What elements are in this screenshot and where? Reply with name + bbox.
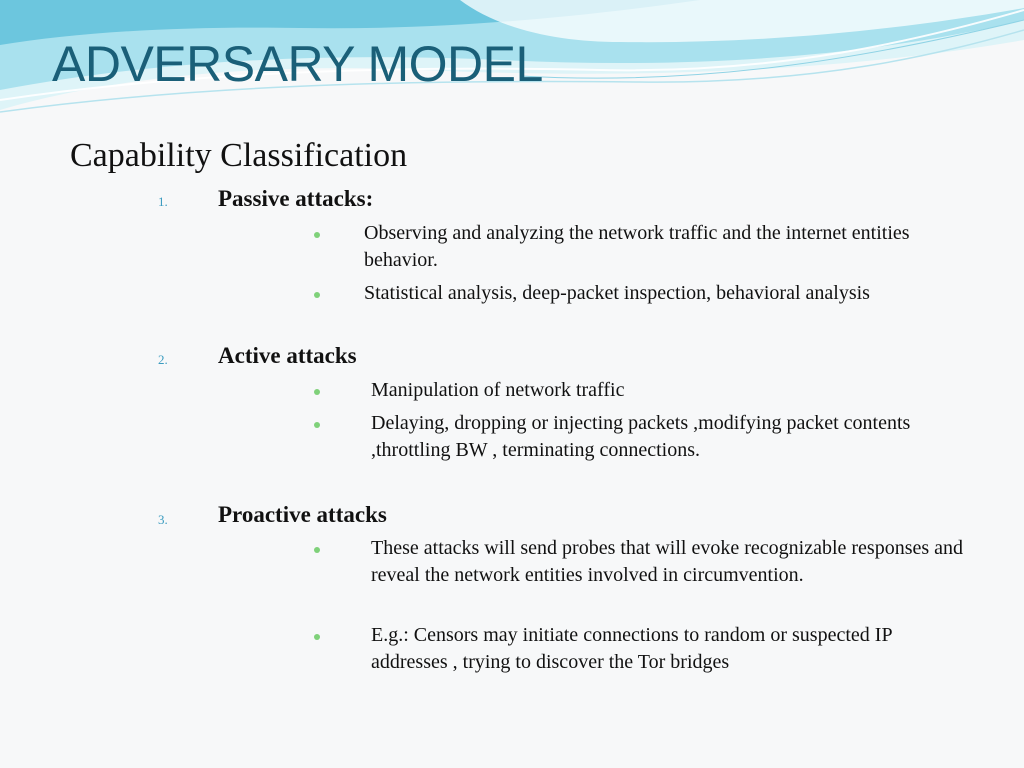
bullet-dot	[314, 634, 320, 640]
bullet-text: Observing and analyzing the network traffic and the internet entities behavior.	[364, 222, 910, 271]
bullet-dot	[314, 547, 320, 553]
bullet-text: E.g.: Censors may initiate connections to random or suspected IP addresses , trying to discover the Tor bridges	[371, 624, 892, 673]
slide-subtitle: Capability Classification	[70, 137, 408, 174]
bullet-dot	[314, 292, 320, 298]
section-number-3: 3.	[158, 512, 168, 527]
bullet-dot	[314, 422, 320, 428]
section-heading-active: Active attacks	[218, 343, 357, 368]
section-number-1: 1.	[158, 194, 168, 209]
bullet-text: Statistical analysis, deep-packet inspection, behavioral analysis	[364, 282, 870, 304]
bullet-dot	[314, 389, 320, 395]
bullet-dot	[314, 232, 320, 238]
bullet-text: Delaying, dropping or injecting packets ,modifying packet contents ,throttling BW , terminating connections.	[371, 412, 911, 461]
section-heading-proactive: Proactive attacks	[218, 502, 387, 527]
slide-title: ADVERSARY MODEL	[52, 36, 543, 92]
bullet-text: Manipulation of network traffic	[371, 379, 625, 401]
bullet-text: These attacks will send probes that will evoke recognizable responses and reveal the network entities involved in circumvention.	[371, 537, 964, 586]
section-number-2: 2.	[158, 352, 168, 367]
section-heading-passive: Passive attacks:	[218, 186, 374, 211]
